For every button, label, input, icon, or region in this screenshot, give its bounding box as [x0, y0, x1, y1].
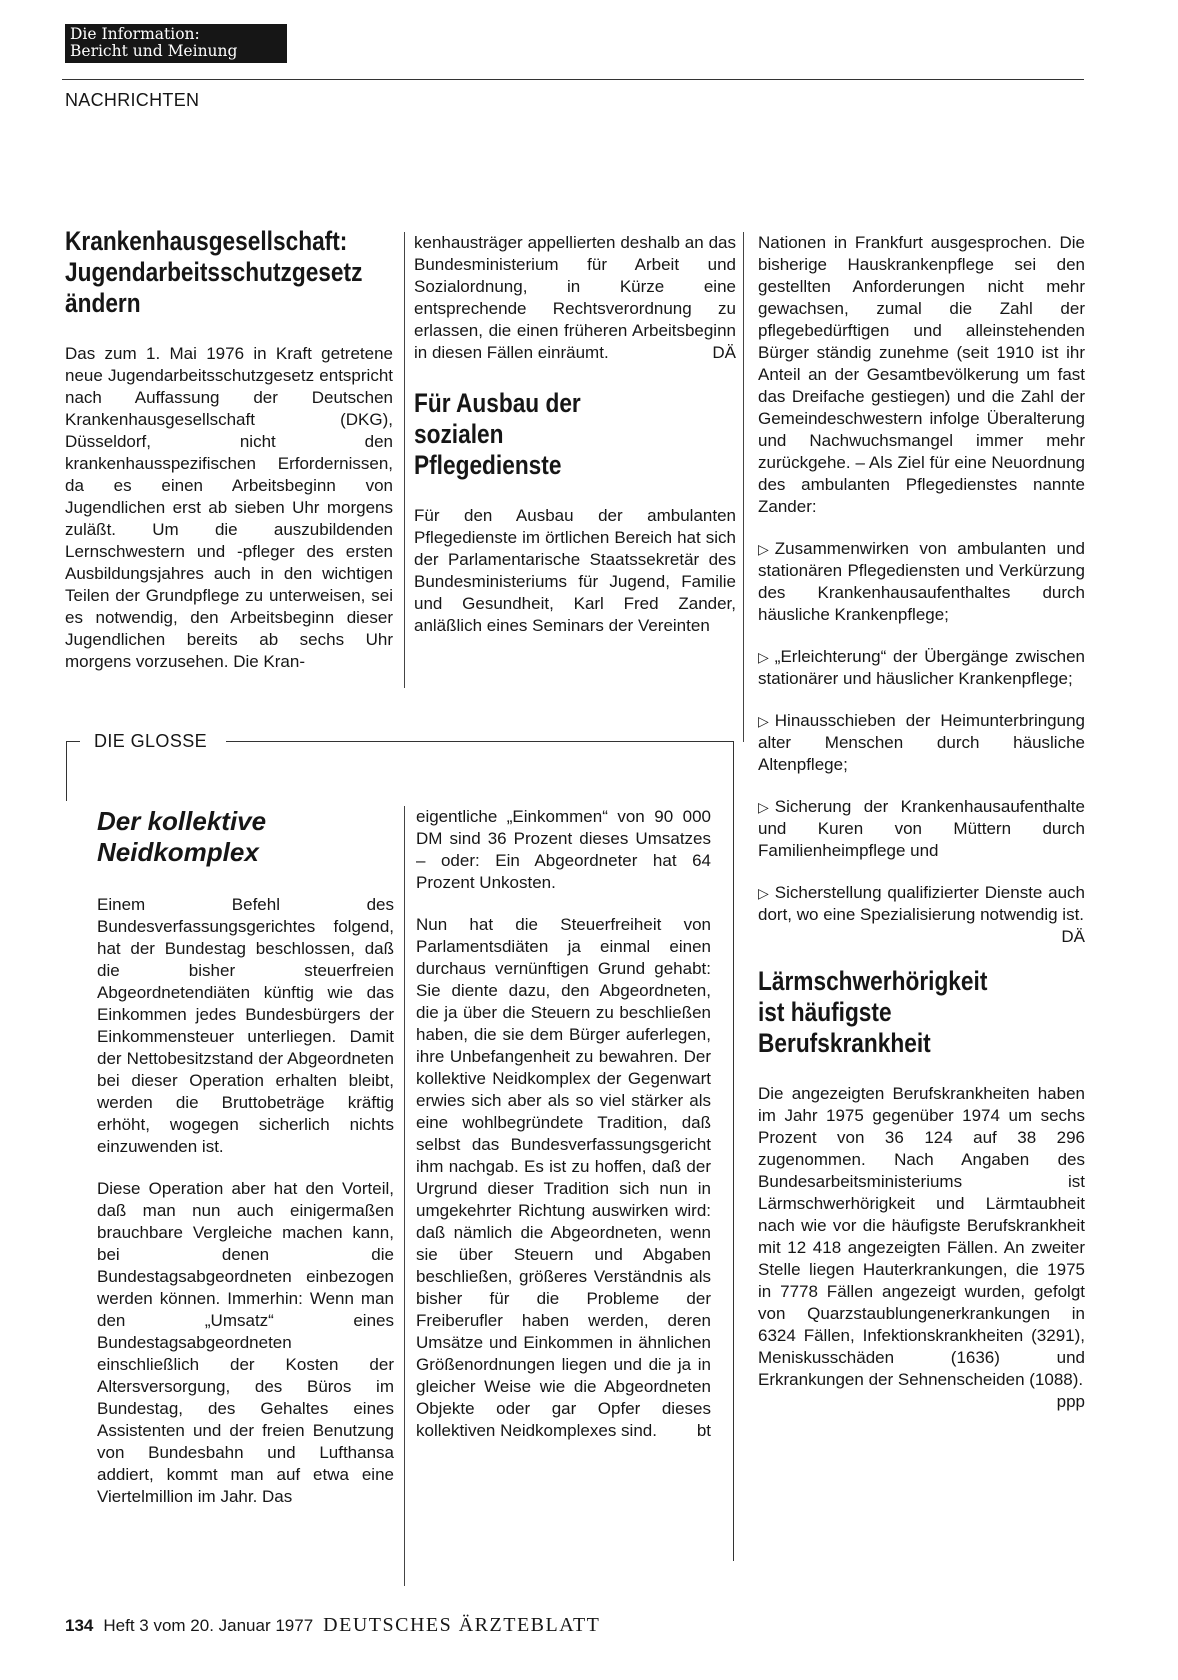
issue-info: Heft 3 vom 20. Januar 1977 — [103, 1616, 314, 1635]
article-jugendarbeitsschutz — [65, 226, 393, 673]
triangle-bullet-icon: ▷ — [758, 713, 769, 729]
glosse-label: DIE GLOSSE — [94, 731, 208, 751]
article-title: Für Ausbau der sozialen Pflegedienste — [414, 388, 581, 480]
glosse-column-1 — [97, 806, 394, 1508]
page-number: 134 — [65, 1616, 94, 1635]
glosse-frame — [226, 741, 734, 742]
column-divider — [404, 232, 405, 688]
triangle-bullet-icon: ▷ — [758, 885, 769, 901]
glosse-paragraph: eigentliche „Einkommen“ von 90 000 DM sind 36 Prozent dieses Umsatzes – oder: Ein Abgeordneter hat 64 Prozent Unkosten. — [416, 807, 711, 892]
article-continuation — [414, 232, 736, 637]
glosse-title: Der kollektive Neidkomplex — [97, 806, 267, 867]
triangle-bullet-icon: ▷ — [758, 541, 769, 557]
bullet-item: ▷ Hinausschieben der Heimunterbringung alter Menschen durch häusliche Altenpflege; — [758, 711, 1085, 774]
glosse-paragraph: Diese Operation aber hat den Vorteil, daß man nun auch einigermaßen brauchbare Vergleiche machen kann, bei denen die Bundestagsabgeordneten einbezogen werden können. Immerhin: Wenn man den „Umsatz“ eines Bundestagsabgeordneten einschließlich der Kosten der Altersversorgung, des Büros im Bundestag, des Gehaltes eines Assistenten und der freien Benutzung von Bundesbahn und Lufthansa addiert, kommt man auf etwa eine Viertelmillion im Jahr. Das — [97, 1179, 394, 1506]
masthead-line-1: Die Information: — [70, 25, 200, 43]
glosse-column-2 — [416, 806, 711, 1442]
article-pflegedienste-continuation — [758, 232, 1085, 1413]
glosse-paragraph: Einem Befehl des Bundesverfassungsgerichtes folgend, hat der Bundestag beschlossen, daß die bisher steuerfreien Abgeordnetendiäten künftig wie das Einkommen jedes Bundesbürgers der Einkommensteuer unterliegen. Damit der Nettobesitzstand der Abgeordneten bei dieser Operation erhalten bleibt, werden die Bruttobeträge kräftig erhöht, wogegen sicherlich nichts einzuwenden ist. — [97, 895, 394, 1156]
author-signature: DÄ — [712, 343, 736, 362]
column-divider — [404, 806, 405, 1586]
bullet-item: ▷ Sicherstellung qualifizierter Dienste auch dort, wo eine Spezialisierung notwendig ist. DÄ — [758, 883, 1085, 946]
article-paragraph: kenhausträger appellierten deshalb an das Bundesministerium für Arbeit und Sozialordnung, in Kürze eine entsprechende Rechtsverordnung zu erlassen, die einen früheren Arbeitsbeginn in diesen Fällen einräumt. DÄ — [414, 233, 736, 362]
article-title: Krankenhausgesellschaft: Jugendarbeitsschutzgesetz ändern — [65, 226, 363, 318]
bullet-item: ▷ Zusammenwirken von ambulanten und stationären Pflegediensten und Verkürzung des Krankenhausaufenthaltes durch häusliche Krankenpflege; — [758, 539, 1085, 624]
section-label: NACHRICHTEN — [65, 90, 200, 110]
column-divider — [743, 232, 744, 742]
page-footer — [65, 1614, 600, 1637]
article-paragraph: Nationen in Frankfurt ausgesprochen. Die bisherige Hauskrankenpflege sei den gestellten Anforderungen nicht mehr gewachsen, zumal die Zahl der pflegebedürftigen und alleinstehenden Bürger ständig zunehme (seit 1910 ist ihr Anteil an der Gesamtbevölkerung um fast das Dreifache gestiegen) und die Zahl der Gemeindeschwestern infolge Überalterung und Nachwuchsmangel immer mehr zurückgehe. – Als Ziel für eine Neuordnung des ambulanten Pflegedienstes nannte Zander: — [758, 233, 1085, 516]
author-signature: bt — [696, 1421, 711, 1440]
glosse-paragraph: Nun hat die Steuerfreiheit von Parlamentsdiäten ja einmal einen durchaus vernünftigen Grund gehabt: Sie diente dazu, den Abgeordneten, die ja über die Steuern zu beschließen haben, die sie dem Bürger auferlegen, ihre Unbefangenheit zu bewahren. Der kollektive Neidkomplex der Gegenwart erwies sich aber als so viel stärker als eine wohlbegründete Tradition, daß selbst das Bundesverfassungsgericht ihm nachgab. Es ist zu hoffen, daß der Urgrund dieser Tradition sich nun in umgekehrter Richtung auswirken wird: daß nämlich die Abgeordneten, wenn sie über Steuern und Abgaben beschließen, größeres Verständnis als bisher für die Probleme der Freiberufler haben werden, deren Umsätze und Einkommen in ähnlichen Größenordnungen liegen und die ja in gleicher Weise wie die Abgeordneten Objekte oder gar Opfer dieses kollektiven Neidkomplexes sind. bt — [416, 915, 711, 1440]
article-paragraph: Für den Ausbau der ambulanten Pflegedienste im örtlichen Bereich hat sich der Parlamentarische Staatssekretär des Bundesministeriums für Jugend, Familie und Gesundheit, Karl Fred Zander, anläßlich eines Seminars der Vereinten — [414, 506, 736, 635]
author-signature: DÄ — [1061, 927, 1085, 946]
glosse-frame — [733, 741, 734, 1561]
header-rule — [62, 79, 1084, 80]
masthead — [65, 24, 287, 63]
article-title: Lärmschwerhörigkeit ist häufigste Berufskrankheit — [758, 966, 988, 1058]
author-signature: ppp — [1056, 1392, 1085, 1411]
bullet-item: ▷ „Erleichterung“ der Übergänge zwischen stationärer und häuslicher Krankenpflege; — [758, 647, 1085, 688]
glosse-frame — [66, 741, 67, 801]
article-paragraph: Das zum 1. Mai 1976 in Kraft getretene neue Jugendarbeitsschutzgesetz entspricht nach Auffassung der Deutschen Krankenhausgesellschaft (DKG), Düsseldorf, nicht den krankenhausspezifischen Erfordernissen, da es einen Arbeitsbeginn von Jugendlichen erst ab sieben Uhr morgens zuläßt. Um die auszubildenden Lernschwestern und -pfleger des ersten Ausbildungsjahres auch in den wichtigen Teilen der Grundpflege zu unterweisen, sei es notwendig, den Arbeitsbeginn dieser Jugendlichen bereits ab sechs Uhr morgens vorzusehen. Die Kran- — [65, 344, 393, 671]
glosse-frame — [66, 741, 80, 742]
triangle-bullet-icon: ▷ — [758, 799, 769, 815]
journal-name: DEUTSCHES ÄRZTEBLATT — [323, 1614, 601, 1636]
triangle-bullet-icon: ▷ — [758, 649, 769, 665]
masthead-line-2: Bericht und Meinung — [70, 42, 238, 60]
article-paragraph: Die angezeigten Berufskrankheiten haben im Jahr 1975 gegenüber 1974 um sechs Prozent von 36 124 auf 38 296 zugenommen. Nach Angaben des Bundesarbeitsministeriums ist Lärmschwerhörigkeit und Lärmtaubheit nach wie vor die häufigste Berufskrankheit mit 12 418 angezeigten Fällen. An zweiter Stelle liegen Hauterkrankungen, die 1975 in 7778 Fällen angezeigt wurden, gefolgt von Quarzstaublungenerkrankungen in 6324 Fällen, Infektionskrankheiten (3291), Meniskusschäden (1636) und Erkrankungen der Sehnenscheiden (1088). ppp — [758, 1084, 1085, 1411]
bullet-item: ▷ Sicherung der Krankenhausaufenthalte und Kuren von Müttern durch Familienheimpflege und — [758, 797, 1085, 860]
